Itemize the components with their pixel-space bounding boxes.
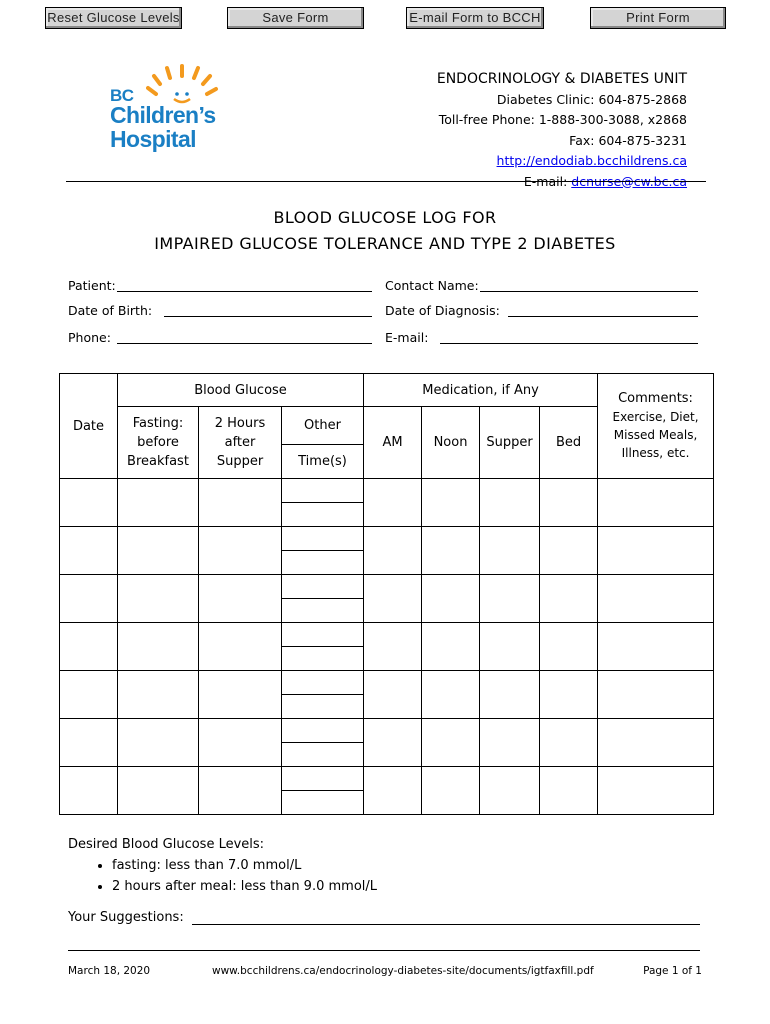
log-cell[interactable] [540, 623, 598, 671]
log-cell[interactable] [199, 479, 282, 527]
log-cell[interactable] [480, 527, 540, 575]
log-cell[interactable] [364, 719, 422, 767]
log-cell[interactable] [598, 719, 714, 767]
log-cell[interactable] [364, 767, 422, 815]
suggestions-field-line2[interactable] [68, 950, 700, 951]
log-cell-time[interactable] [282, 551, 364, 575]
log-cell[interactable] [199, 623, 282, 671]
fasting-line3: Breakfast [127, 454, 189, 469]
log-cell[interactable] [480, 575, 540, 623]
logo-hospital: Hospital [110, 126, 196, 152]
sun-face-icon [146, 64, 226, 104]
log-cell-other[interactable] [282, 719, 364, 743]
log-cell[interactable] [199, 767, 282, 815]
log-cell[interactable] [60, 623, 118, 671]
contact-name-field[interactable] [480, 291, 698, 292]
two-hours-header [199, 407, 282, 479]
log-cell[interactable] [598, 767, 714, 815]
log-cell-other[interactable] [282, 671, 364, 695]
diagnosis-date-field[interactable] [508, 316, 698, 317]
table-row [60, 719, 714, 743]
fasting-header [118, 407, 199, 479]
footer-url: www.bcchildrens.ca/endocrinology-diabetes-site/documents/igtfaxfill.pdf [212, 965, 594, 977]
other-header: Other [282, 407, 364, 445]
desired-levels-title: Desired Blood Glucose Levels: [68, 837, 265, 852]
log-cell[interactable] [480, 623, 540, 671]
log-cell[interactable] [598, 527, 714, 575]
dob-field[interactable] [164, 316, 372, 317]
log-cell-other[interactable] [282, 479, 364, 503]
log-cell-other[interactable] [282, 767, 364, 791]
print-form-button[interactable]: Print Form [590, 7, 726, 29]
log-cell-time[interactable] [282, 743, 364, 767]
log-cell[interactable] [540, 767, 598, 815]
log-cell[interactable] [422, 623, 480, 671]
log-cell-time[interactable] [282, 599, 364, 623]
log-cell[interactable] [422, 479, 480, 527]
log-cell[interactable] [199, 575, 282, 623]
log-cell[interactable] [598, 623, 714, 671]
clinic-phone: Diabetes Clinic: 604-875-2868 [496, 91, 687, 107]
log-cell[interactable] [540, 671, 598, 719]
log-cell[interactable] [118, 527, 199, 575]
level-fasting: • fasting: less than 7.0 mmol/L [112, 855, 377, 876]
email-field[interactable] [440, 343, 698, 344]
table-row [60, 623, 714, 647]
fax-number: Fax: 604-875-3231 [569, 132, 687, 148]
medication-header: Medication, if Any [364, 374, 598, 407]
patient-label: Patient: [68, 278, 116, 293]
log-cell[interactable] [540, 479, 598, 527]
form-title-line2: IMPAIRED GLUCOSE TOLERANCE AND TYPE 2 DIABETES [154, 234, 616, 253]
reset-glucose-levels-button[interactable]: Reset Glucose Levels [45, 7, 182, 29]
table-row [60, 671, 714, 695]
date-header: Date [60, 374, 118, 479]
level-after-meal: • 2 hours after meal: less than 9.0 mmol/L [112, 876, 377, 897]
am-header: AM [364, 407, 422, 479]
log-cell[interactable] [364, 623, 422, 671]
log-cell-other[interactable] [282, 575, 364, 599]
log-cell[interactable] [118, 671, 199, 719]
unit-contact-block [437, 69, 687, 192]
log-cell-other[interactable] [282, 623, 364, 647]
log-cell[interactable] [60, 719, 118, 767]
log-cell[interactable] [540, 527, 598, 575]
log-cell[interactable] [118, 479, 199, 527]
log-cell[interactable] [60, 479, 118, 527]
log-cell[interactable] [60, 527, 118, 575]
log-cell[interactable] [540, 719, 598, 767]
email-link[interactable]: dcnurse@cw.bc.ca [571, 173, 687, 189]
noon-header: Noon [422, 407, 480, 479]
footer-page: Page 1 of 1 [643, 965, 702, 977]
log-cell[interactable] [598, 479, 714, 527]
patient-field[interactable] [117, 291, 372, 292]
log-cell[interactable] [118, 623, 199, 671]
dob-label: Date of Birth: [68, 303, 153, 318]
suggestions-field[interactable] [192, 924, 700, 925]
log-cell[interactable] [422, 719, 480, 767]
log-cell-time[interactable] [282, 695, 364, 719]
log-cell[interactable] [199, 527, 282, 575]
unit-name: ENDOCRINOLOGY & DIABETES UNIT [436, 71, 687, 87]
log-cell[interactable] [540, 575, 598, 623]
log-cell[interactable] [364, 479, 422, 527]
log-cell[interactable] [480, 479, 540, 527]
blood-glucose-header: Blood Glucose [118, 374, 364, 407]
two-hours-line3: Supper [216, 454, 264, 469]
table-row [60, 479, 714, 503]
save-form-button[interactable]: Save Form [227, 7, 364, 29]
log-cell-time[interactable] [282, 647, 364, 671]
log-cell[interactable] [364, 575, 422, 623]
time-header: Time(s) [282, 445, 364, 479]
log-cell[interactable] [480, 671, 540, 719]
log-cell-other[interactable] [282, 527, 364, 551]
log-cell[interactable] [199, 671, 282, 719]
suggestions-label: Your Suggestions: [68, 910, 184, 925]
form-title-line1: BLOOD GLUCOSE LOG FOR [273, 208, 497, 227]
log-cell[interactable] [598, 575, 714, 623]
log-cell[interactable] [118, 719, 199, 767]
log-cell[interactable] [422, 767, 480, 815]
logo-bc: BC [110, 86, 134, 105]
log-cell[interactable] [364, 671, 422, 719]
fasting-line2: before [137, 435, 179, 450]
glucose-log-table [59, 373, 714, 815]
log-cell[interactable] [118, 767, 199, 815]
log-cell-time[interactable] [282, 503, 364, 527]
logo-childrens: Children’s [110, 102, 216, 128]
log-cell[interactable] [422, 671, 480, 719]
email-label: E-mail: [523, 173, 572, 189]
comments-hint-1: Exercise, Diet, [612, 410, 699, 424]
log-cell[interactable] [364, 527, 422, 575]
log-cell[interactable] [199, 719, 282, 767]
comments-header [598, 374, 714, 479]
log-cell[interactable] [422, 575, 480, 623]
comments-hint-3: Illness, etc. [621, 446, 690, 460]
phone-label: Phone: [68, 330, 111, 345]
email-form-button[interactable]: E-mail Form to BCCH [406, 7, 544, 29]
table-row [60, 767, 714, 791]
log-cell[interactable] [118, 575, 199, 623]
contact-name-label: Contact Name: [385, 278, 479, 293]
log-cell[interactable] [480, 767, 540, 815]
fasting-line1: Fasting: [132, 416, 184, 431]
log-cell[interactable] [480, 719, 540, 767]
bed-header: Bed [540, 407, 598, 479]
log-cell-time[interactable] [282, 791, 364, 815]
email-field-label: E-mail: [385, 330, 429, 345]
log-cell[interactable] [422, 527, 480, 575]
bc-childrens-hospital-logo [108, 64, 236, 156]
website-link[interactable]: http://endodiab.bcchildrens.ca [496, 153, 687, 168]
log-cell[interactable] [60, 575, 118, 623]
two-hours-line1: 2 Hours [214, 416, 266, 431]
footer-date: March 18, 2020 [68, 965, 151, 977]
log-cell[interactable] [60, 767, 118, 815]
table-row [60, 575, 714, 599]
phone-field[interactable] [117, 343, 372, 344]
table-row [60, 527, 714, 551]
supper-header: Supper [480, 407, 540, 479]
two-hours-line2: after [224, 435, 256, 450]
desired-levels [68, 834, 377, 897]
header-divider [66, 181, 706, 182]
log-cell[interactable] [598, 671, 714, 719]
diagnosis-date-label: Date of Diagnosis: [385, 303, 500, 318]
tollfree-phone: Toll-free Phone: 1-888-300-3088, x2868 [438, 112, 687, 127]
comments-title: Comments: [618, 391, 693, 406]
comments-hint-2: Missed Meals, [613, 428, 698, 442]
log-cell[interactable] [60, 671, 118, 719]
